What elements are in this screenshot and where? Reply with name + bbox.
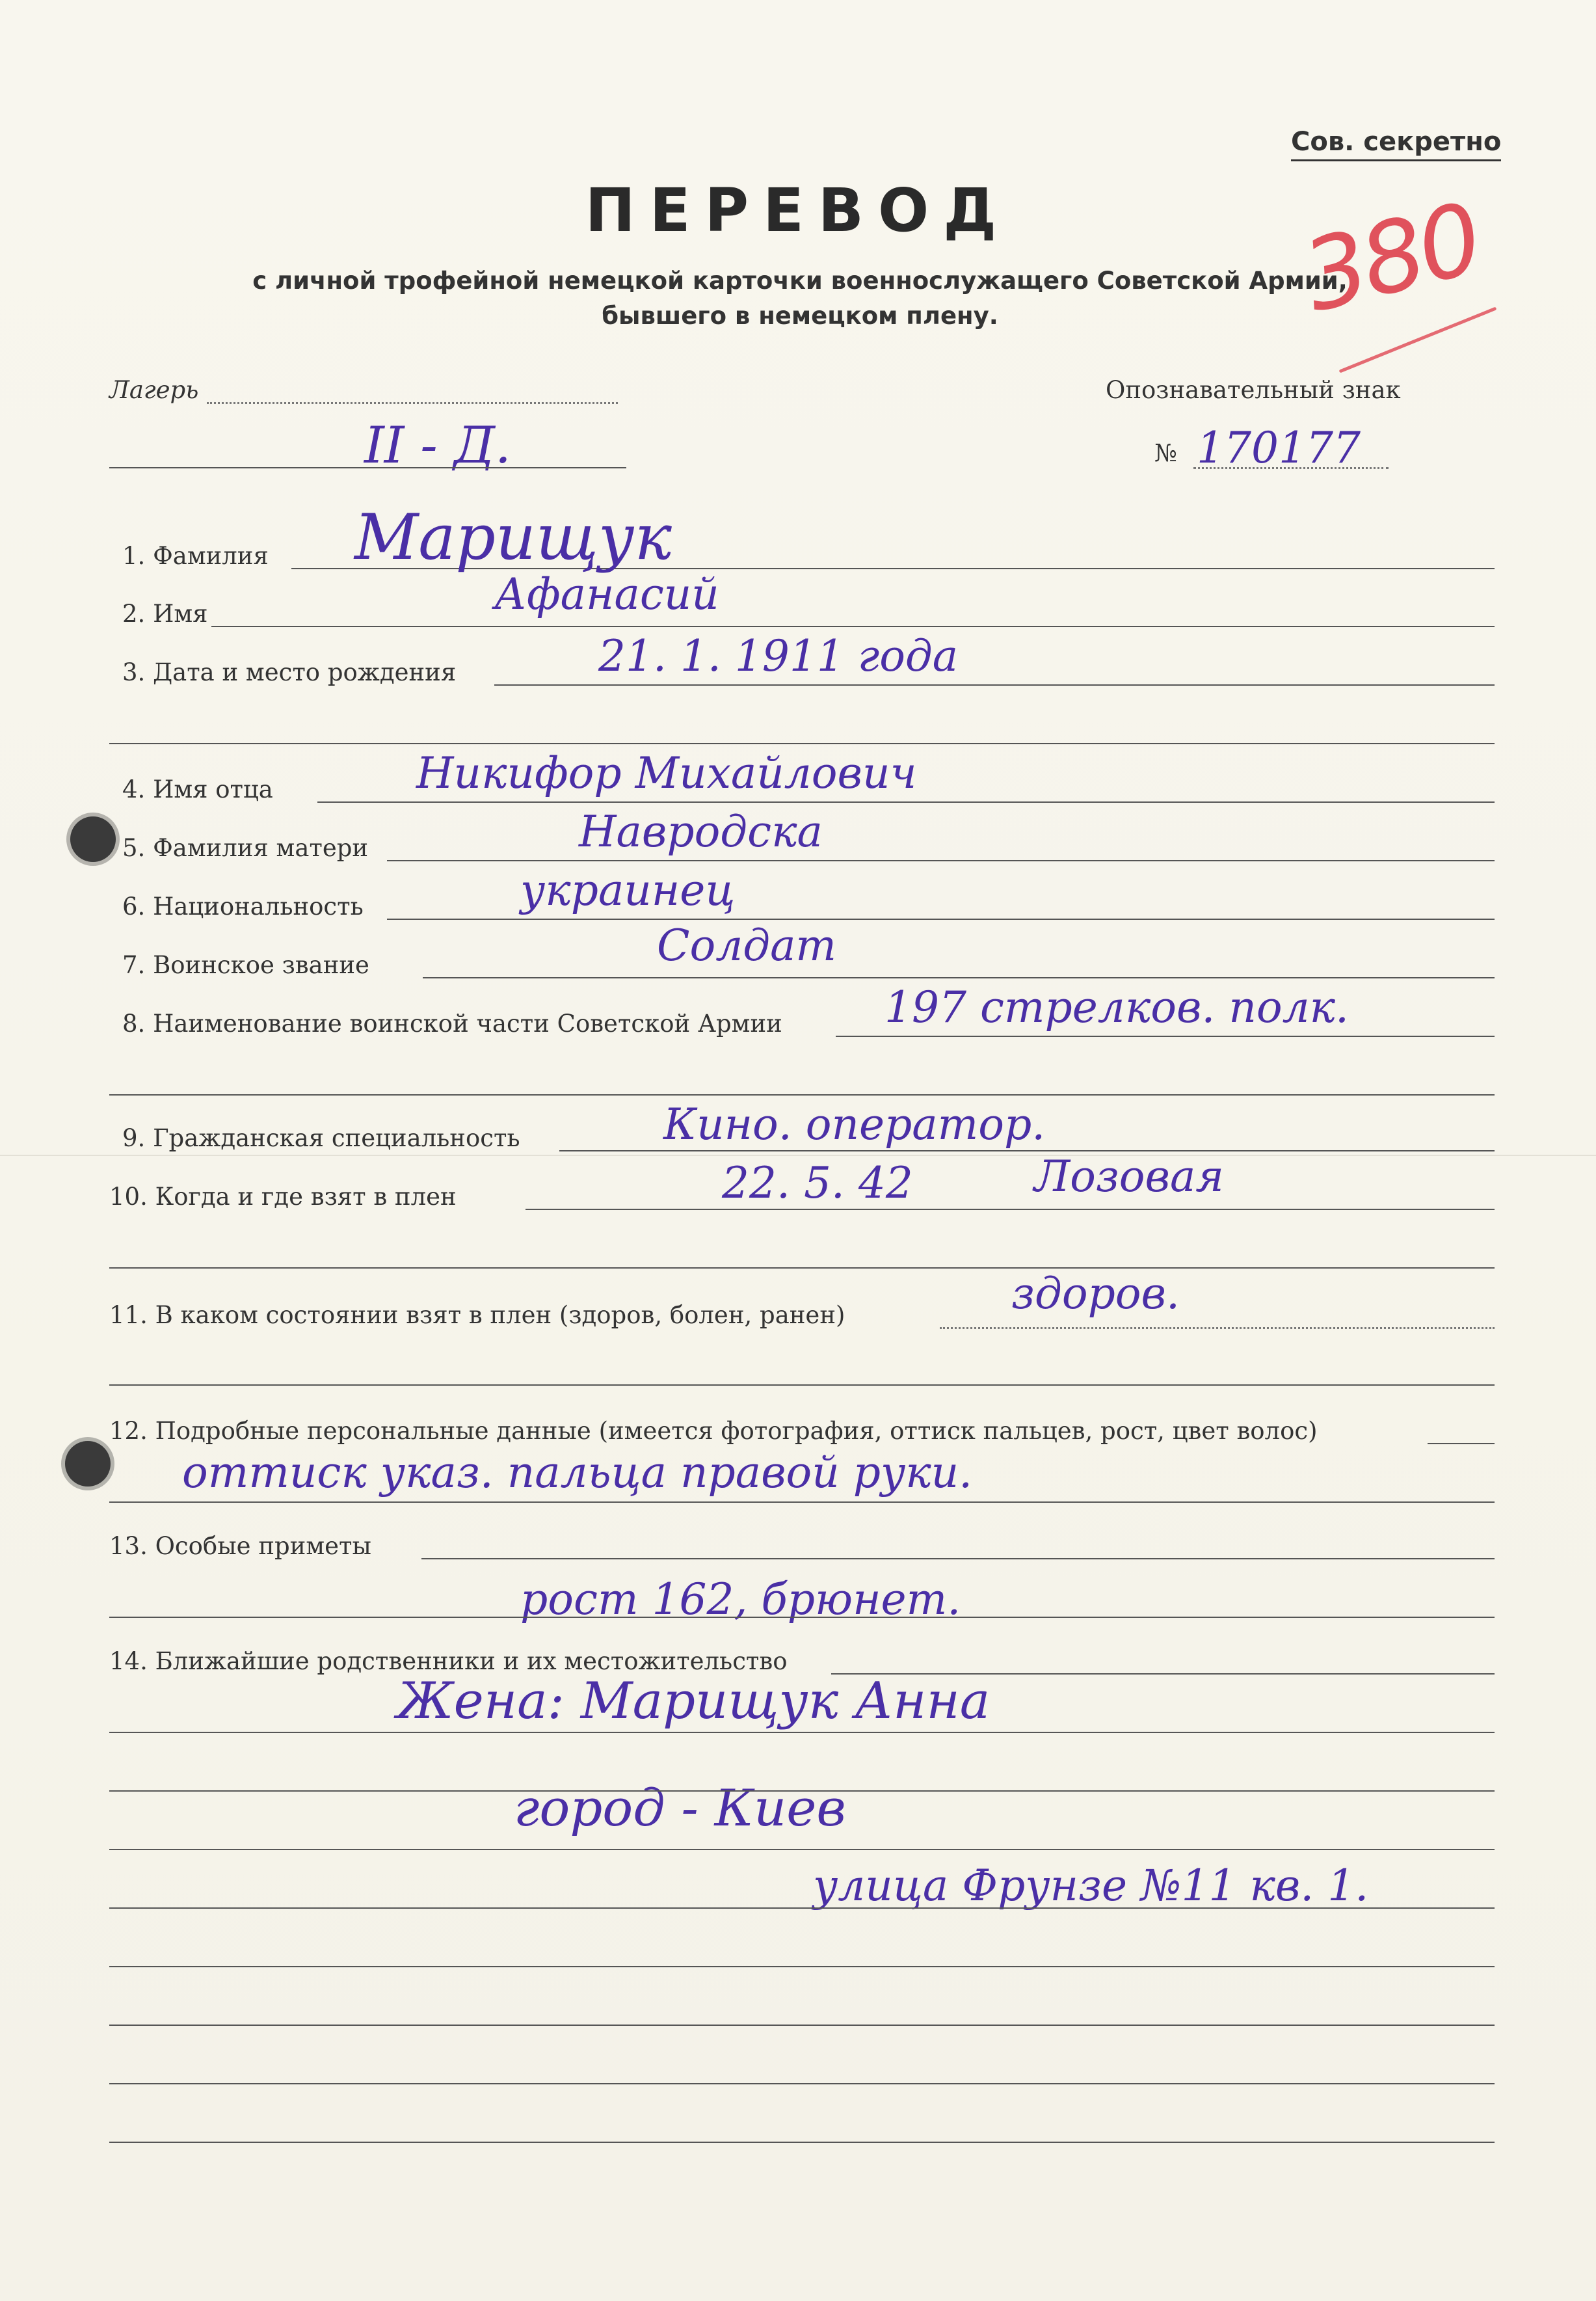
red-pencil-number: 380 xyxy=(1292,182,1490,334)
field-rule xyxy=(211,626,1495,627)
field-label-father: 4. Имя отца xyxy=(122,775,273,803)
field-label-name: 2. Имя xyxy=(122,600,208,628)
field-value-name: Афанасий xyxy=(494,569,719,619)
camp-value: II - Д. xyxy=(364,416,511,475)
field-rule xyxy=(387,919,1495,920)
field-rule xyxy=(836,1036,1495,1037)
field-label-personal-data: 12. Подробные персональные данные (имеется фотография, оттиск пальцев, рост, цвет волос) xyxy=(109,1417,1318,1445)
field-label-condition: 11. В каком состоянии взят в плен (здоров, болен, ранен) xyxy=(109,1301,845,1329)
blank-rule xyxy=(109,1907,1495,1909)
field-rule xyxy=(559,1150,1495,1151)
field-value-relatives-1: Жена: Марищук Анна xyxy=(397,1672,991,1730)
id-mark-label: Опознавательный знак xyxy=(1106,376,1401,404)
field-value-relatives-3: улица Фрунзе №11 кв. 1. xyxy=(813,1861,1369,1911)
field-label-profession: 9. Гражданская специальность xyxy=(122,1124,520,1152)
field-rule xyxy=(1428,1443,1495,1444)
blank-rule xyxy=(109,1501,1495,1503)
blank-rule xyxy=(109,1094,1495,1096)
field-label-surname: 1. Фамилия xyxy=(122,542,269,570)
field-label-features: 13. Особые приметы xyxy=(109,1532,371,1560)
field-value-father: Никифор Михайлович xyxy=(416,748,917,798)
field-value-mother: Навродска xyxy=(579,807,823,857)
document-subtitle xyxy=(195,263,1405,334)
punch-hole xyxy=(65,1441,111,1487)
blank-rule xyxy=(109,2025,1495,2026)
subtitle-line-2: бывшего в немецком плену. xyxy=(602,302,998,330)
blank-rule xyxy=(109,743,1495,744)
field-value-capture-date: 22. 5. 42 xyxy=(722,1158,913,1208)
blank-rule xyxy=(109,1849,1495,1850)
field-value-condition: здоров. xyxy=(1011,1269,1180,1319)
field-label-birth: 3. Дата и место рождения xyxy=(122,658,457,686)
camp-dotted-line xyxy=(207,402,618,404)
field-label-relatives: 14. Ближайшие родственники и их местожительство xyxy=(109,1647,788,1675)
blank-rule xyxy=(109,1384,1495,1386)
blank-rule xyxy=(109,2083,1495,2084)
field-value-capture-place: Лозовая xyxy=(1034,1151,1225,1202)
field-dotted-line xyxy=(940,1327,1495,1329)
field-rule xyxy=(421,1558,1495,1559)
field-rule xyxy=(387,860,1495,861)
field-value-nationality: украинец xyxy=(520,865,736,915)
field-rule xyxy=(525,1209,1495,1210)
blank-rule xyxy=(109,1966,1495,1967)
field-label-captured: 10. Когда и где взят в плен xyxy=(109,1183,457,1211)
field-label-unit: 8. Наименование воинской части Советской Армии xyxy=(122,1010,782,1038)
field-value-profession: Кино. оператор. xyxy=(663,1099,1046,1150)
camp-label: Лагерь xyxy=(109,376,199,404)
id-mark-prefix: № xyxy=(1154,439,1178,467)
field-value-relatives-2: город - Киев xyxy=(514,1779,846,1838)
blank-rule xyxy=(109,1267,1495,1269)
blank-rule xyxy=(109,2142,1495,2143)
blank-rule xyxy=(109,1617,1495,1618)
field-rule xyxy=(423,977,1495,978)
punch-hole xyxy=(70,816,116,862)
field-rule xyxy=(317,801,1495,803)
paper-fold xyxy=(0,1155,1596,1156)
field-label-mother: 5. Фамилия матери xyxy=(122,834,369,862)
blank-rule xyxy=(109,1732,1495,1733)
subtitle-line-1: с личной трофейной немецкой карточки военнослужащего Советской Армии, xyxy=(252,267,1348,295)
document-title: ПЕРЕВОД xyxy=(585,176,1011,245)
field-value-features: рост 162, брюнет. xyxy=(520,1574,961,1624)
field-value-rank: Солдат xyxy=(657,921,837,971)
blank-rule xyxy=(109,1790,1495,1792)
field-value-birth: 21. 1. 1911 года xyxy=(598,631,959,681)
field-value-unit: 197 стрелков. полк. xyxy=(884,982,1350,1032)
id-mark-value: 170177 xyxy=(1197,423,1361,473)
field-label-nationality: 6. Национальность xyxy=(122,893,364,921)
field-value-personal-data: оттиск указ. пальца правой руки. xyxy=(182,1447,973,1498)
field-label-rank: 7. Воинское звание xyxy=(122,951,369,979)
secret-stamp: Сов. секретно xyxy=(1291,127,1501,161)
camp-rule xyxy=(109,467,626,468)
field-rule xyxy=(494,684,1495,686)
field-value-surname: Марищук xyxy=(354,501,672,574)
